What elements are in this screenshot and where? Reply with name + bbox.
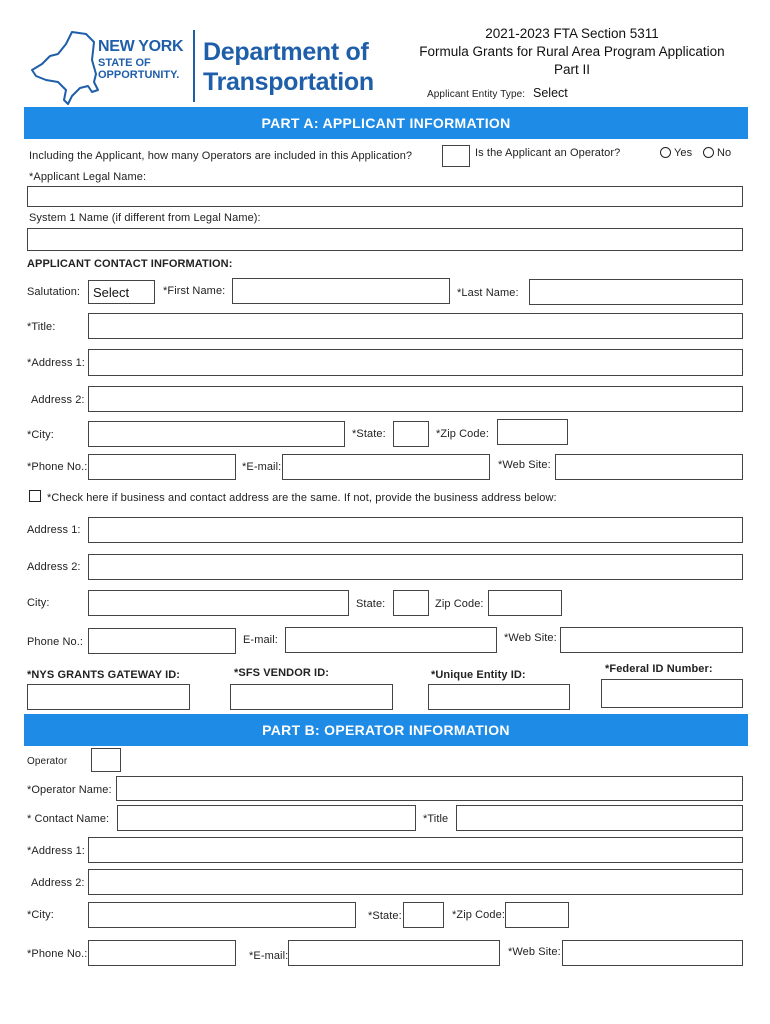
federal-id-input[interactable] (601, 679, 743, 708)
operator-title-input[interactable] (456, 805, 743, 831)
operator-phone-label: *Phone No.: (27, 948, 88, 960)
biz-address1-label: Address 1: (27, 524, 81, 536)
operator-state-input[interactable] (403, 902, 444, 928)
address2-label: Address 2: (31, 394, 85, 406)
city-input[interactable] (88, 421, 345, 447)
last-name-input[interactable] (529, 279, 743, 305)
form-title-line1: 2021-2023 FTA Section 5311 (485, 26, 659, 41)
state-input[interactable] (393, 421, 429, 447)
website-label: *Web Site: (498, 459, 551, 471)
biz-email-label: E-mail: (243, 634, 278, 646)
operator-address1-label: *Address 1: (27, 845, 85, 857)
grants-gateway-label: *NYS GRANTS GATEWAY ID: (27, 669, 181, 681)
operator-number-input[interactable] (91, 748, 121, 772)
operator-address2-input[interactable] (88, 869, 743, 895)
grants-gateway-input[interactable] (27, 684, 190, 710)
operator-address1-input[interactable] (88, 837, 743, 863)
salutation-value: Select (93, 285, 130, 300)
zip-label: *Zip Code: (436, 428, 489, 440)
operators-count-label: Including the Applicant, how many Operators are included in this Application? (29, 150, 413, 162)
operator-city-input[interactable] (88, 902, 356, 928)
first-name-input[interactable] (232, 278, 450, 304)
operators-count-input[interactable] (442, 145, 470, 167)
same-address-label: *Check here if business and contact address are the same. If not, provide the business address below: (47, 492, 557, 504)
entity-type-label: Applicant Entity Type: (427, 89, 526, 100)
city-label: *City: (27, 429, 54, 441)
nys-dot-logo (28, 30, 390, 106)
operator-number-label: Operator (27, 756, 68, 767)
logo-state-name: NEW YORK (98, 38, 184, 55)
new-york-state-map-icon (28, 30, 100, 106)
biz-website-input[interactable] (560, 627, 743, 653)
biz-address2-label: Address 2: (27, 561, 81, 573)
operator-contact-name-input[interactable] (117, 805, 416, 831)
operator-zip-label: *Zip Code: (452, 909, 505, 921)
operator-title-label: *Title (423, 813, 449, 825)
biz-website-label: *Web Site: (504, 632, 557, 644)
logo-tagline-line2: OPPORTUNITY. (98, 69, 180, 81)
sfs-vendor-label: *SFS VENDOR ID: (234, 667, 330, 679)
operator-address2-label: Address 2: (31, 877, 85, 889)
operator-website-input[interactable] (562, 940, 743, 966)
sfs-vendor-input[interactable] (230, 684, 393, 710)
biz-zip-input[interactable] (488, 590, 562, 616)
entity-type-select[interactable]: Select (533, 86, 568, 100)
same-address-checkbox[interactable] (29, 490, 41, 502)
form-title-line3: Part II (553, 62, 590, 77)
operator-email-label: *E-mail: (249, 950, 289, 962)
title-label: *Title: (27, 321, 56, 333)
operator-name-label: *Operator Name: (27, 784, 112, 796)
is-operator-label: Is the Applicant an Operator? (475, 147, 621, 159)
salutation-label: Salutation: (27, 286, 81, 298)
operator-website-label: *Web Site: (508, 946, 561, 958)
biz-city-label: City: (27, 597, 50, 609)
address1-input[interactable] (88, 349, 743, 376)
logo-tagline-line1: STATE OF (98, 57, 151, 69)
operator-name-input[interactable] (116, 776, 743, 801)
contact-info-heading: APPLICANT CONTACT INFORMATION: (27, 258, 233, 270)
system-name-input[interactable] (27, 228, 743, 251)
operator-state-label: *State: (368, 910, 402, 922)
is-operator-yes-label: Yes (674, 147, 693, 159)
is-operator-no-label: No (717, 147, 732, 159)
is-operator-no-radio[interactable] (703, 147, 714, 158)
email-label: *E-mail: (242, 461, 282, 473)
address2-input[interactable] (88, 386, 743, 412)
state-label: *State: (352, 428, 386, 440)
operator-contact-name-label: * Contact Name: (27, 813, 110, 825)
first-name-label: *First Name: (163, 285, 226, 297)
unique-entity-label: *Unique Entity ID: (431, 669, 526, 681)
biz-address2-input[interactable] (88, 554, 743, 580)
logo-dept-line2: Transportation (203, 68, 374, 96)
biz-email-input[interactable] (285, 627, 497, 653)
biz-zip-label: Zip Code: (435, 598, 484, 610)
zip-input[interactable] (497, 419, 568, 445)
title-input[interactable] (88, 313, 743, 339)
part-a-header: PART A: APPLICANT INFORMATION (24, 107, 748, 139)
salutation-select[interactable] (88, 280, 155, 304)
system-name-label: System 1 Name (if different from Legal Name): (29, 212, 261, 224)
form-title-line2: Formula Grants for Rural Area Program Application (419, 44, 725, 59)
last-name-label: *Last Name: (457, 287, 519, 299)
website-input[interactable] (555, 454, 743, 480)
legal-name-input[interactable] (27, 186, 743, 207)
operator-phone-input[interactable] (88, 940, 236, 966)
biz-phone-label: Phone No.: (27, 636, 84, 648)
federal-id-label: *Federal ID Number: (605, 663, 713, 675)
logo-divider (193, 30, 195, 102)
biz-phone-input[interactable] (88, 628, 236, 654)
legal-name-label: *Applicant Legal Name: (29, 171, 147, 183)
operator-city-label: *City: (27, 909, 54, 921)
operator-email-input[interactable] (288, 940, 500, 966)
part-b-header: PART B: OPERATOR INFORMATION (24, 714, 748, 746)
is-operator-yes-radio[interactable] (660, 147, 671, 158)
biz-address1-input[interactable] (88, 517, 743, 543)
address1-label: *Address 1: (27, 357, 85, 369)
logo-dept-line1: Department of (203, 38, 369, 66)
operator-zip-input[interactable] (505, 902, 569, 928)
phone-input[interactable] (88, 454, 236, 480)
biz-state-input[interactable] (393, 590, 429, 616)
unique-entity-input[interactable] (428, 684, 570, 710)
biz-state-label: State: (356, 598, 386, 610)
email-input[interactable] (282, 454, 490, 480)
phone-label: *Phone No.: (27, 461, 88, 473)
biz-city-input[interactable] (88, 590, 349, 616)
